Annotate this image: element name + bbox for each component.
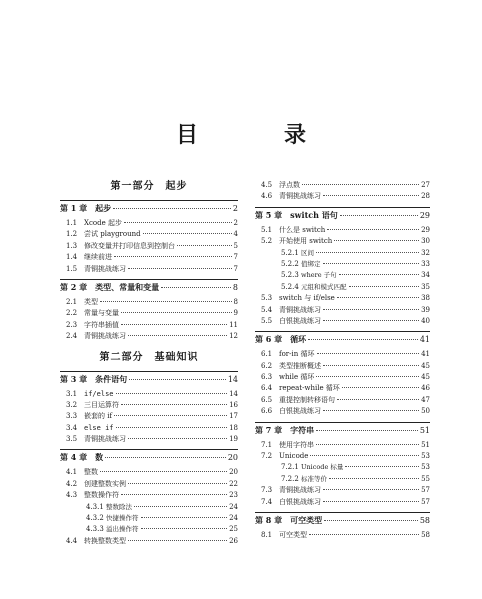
leader-dots (121, 494, 227, 495)
page-number: 12 (229, 332, 238, 341)
entry-title: 转换整数类型 (84, 536, 126, 545)
entry-number: 7.2 (261, 452, 273, 461)
leader-dots (141, 517, 228, 518)
toc-left-column (60, 178, 238, 547)
entry-title: 值绑定 (301, 259, 321, 268)
entry-title: 青铜挑战练习 (279, 192, 321, 201)
toc-entry (255, 383, 430, 394)
toc-entry (60, 320, 238, 331)
chapter-title: 数 (95, 452, 104, 463)
toc-entry (255, 293, 430, 304)
page-number: 7 (233, 253, 238, 262)
leader-dots (114, 256, 232, 257)
entry-title: repeat-while 循环 (279, 384, 340, 393)
leader-dots (349, 286, 420, 287)
entry-number: 1.4 (66, 253, 78, 262)
toc-entry (255, 372, 430, 383)
page-number: 51 (419, 425, 430, 435)
chapter-number: 第 1 章 (60, 203, 88, 213)
entry-number: 3.2 (66, 400, 78, 409)
page-number: 19 (229, 435, 238, 444)
entry-number: 4.5 (261, 181, 273, 189)
leader-dots (143, 233, 232, 234)
entry-title: 类型 (84, 297, 98, 306)
chapter-number: 第 4 章 (60, 452, 88, 463)
entry-title: 创建整数实例 (84, 479, 126, 488)
toc-entry (255, 451, 430, 462)
chapter-number: 第 8 章 (255, 514, 283, 525)
entry-title: Xcode 起步 (84, 219, 122, 227)
entry-title: 修改变量并打印信息到控制台 (84, 241, 175, 250)
leader-dots (339, 274, 419, 275)
toc-entry (60, 536, 238, 547)
entry-title: 白银挑战练习 (279, 316, 321, 325)
entry-number: 6.2 (261, 361, 273, 370)
entry-title: 标准等价 (301, 474, 327, 483)
leader-dots (128, 268, 232, 269)
page-number: 17 (229, 412, 238, 421)
page-number: 23 (229, 491, 238, 500)
entry-title: 继续前进 (84, 253, 112, 262)
page-number: 27 (421, 181, 430, 189)
leader-dots (323, 489, 419, 490)
leader-dots (308, 339, 418, 340)
page-number: 35 (421, 282, 430, 291)
toc-title: 目 录 (175, 122, 338, 148)
entry-number: 5.1 (261, 225, 273, 234)
entry-title: 开始使用 switch (279, 237, 333, 246)
toc-subentry (255, 474, 430, 485)
chapter-heading (255, 207, 430, 222)
page-number: 45 (421, 373, 430, 382)
leader-dots (116, 393, 228, 394)
leader-dots (124, 222, 232, 223)
leader-dots (134, 506, 227, 507)
leader-dots (310, 455, 419, 456)
entry-title: 三目运算符 (84, 400, 119, 409)
page-number: 50 (421, 407, 430, 416)
entry-title: 使用字符串 (279, 440, 314, 449)
toc-entry (255, 530, 430, 541)
leader-dots (323, 410, 419, 411)
entry-title: 重提控制转移语句 (279, 395, 335, 404)
chapter-heading (60, 371, 238, 386)
entry-title: 嵌套的 if (84, 412, 113, 421)
entry-number: 3.5 (66, 435, 78, 444)
entry-number: 6.6 (261, 407, 273, 416)
leader-dots (323, 365, 419, 366)
entry-title: 区间 (301, 248, 314, 257)
leader-dots (309, 534, 419, 535)
page-number: 46 (421, 384, 430, 393)
page-number: 11 (229, 320, 238, 329)
leader-dots (323, 195, 419, 196)
leader-dots (337, 297, 419, 298)
page-number: 32 (421, 248, 430, 257)
toc-entry (60, 229, 238, 240)
entry-title: 青铜挑战练习 (279, 305, 321, 314)
entry-number: 5.2 (261, 237, 273, 246)
toc-entry (255, 361, 430, 372)
entry-title: 可空类型 (279, 530, 307, 539)
chapter-title: 类型、常量和变量 (95, 281, 160, 292)
page-number: 41 (421, 350, 430, 359)
toc-entry (255, 180, 430, 191)
toc-entry (60, 389, 238, 400)
entry-title: 浮点数 (279, 181, 300, 189)
entry-number: 5.3 (261, 294, 273, 303)
entry-number: 6.1 (261, 350, 273, 359)
toc-entry (255, 406, 430, 417)
leader-dots (342, 387, 419, 388)
toc-entry (60, 490, 238, 501)
chapter-title: 起步 (95, 203, 112, 213)
chapter-heading (60, 200, 238, 215)
entry-number: 2.1 (66, 297, 78, 306)
entry-number: 4.1 (66, 468, 78, 477)
chapter-title: 循环 (290, 334, 307, 345)
page-number: 58 (419, 515, 430, 525)
toc-entry (60, 411, 238, 422)
entry-number: 4.3.2 (86, 514, 104, 523)
toc-right-column (255, 180, 430, 541)
entry-title: 尝试 playground (84, 230, 141, 239)
page-number: 53 (421, 452, 430, 461)
entry-title: for-in 循环 (279, 350, 315, 359)
entry-title: 什么是 switch (279, 225, 326, 234)
entry-number: 6.3 (261, 373, 273, 382)
leader-dots (317, 353, 420, 354)
leader-dots (340, 215, 418, 216)
leader-dots (129, 379, 226, 380)
toc-entry (255, 349, 430, 360)
chapter-number: 第 5 章 (255, 209, 283, 220)
toc-subentry (255, 282, 430, 293)
chapter-number: 第 7 章 (255, 424, 283, 435)
toc-entry (60, 218, 238, 229)
leader-dots (116, 427, 228, 428)
toc-entry (60, 252, 238, 263)
entry-number: 8.1 (261, 530, 273, 539)
entry-title: 青铜挑战练习 (84, 332, 126, 341)
page-number: 22 (229, 479, 238, 488)
entry-number: 2.2 (66, 309, 78, 318)
leader-dots (345, 466, 419, 467)
toc-entry (255, 305, 430, 316)
page-number: 26 (229, 536, 238, 545)
toc-entry (255, 440, 430, 451)
page-number: 47 (421, 395, 430, 404)
entry-number: 4.6 (261, 192, 273, 201)
leader-dots (128, 335, 227, 336)
page-number: 18 (229, 423, 238, 432)
chapter-number: 第 3 章 (60, 373, 88, 384)
chapter-number: 第 6 章 (255, 334, 283, 345)
leader-dots (323, 501, 419, 502)
page-number: 2 (233, 219, 238, 227)
leader-dots (334, 240, 419, 241)
page-number: 16 (229, 400, 238, 409)
toc-entry (255, 485, 430, 496)
entry-title: 青铜挑战练习 (84, 264, 126, 273)
entry-title: 元组和模式匹配 (301, 282, 347, 291)
entry-title: 白银挑战练习 (279, 407, 321, 416)
entry-title: 整数操作符 (84, 491, 119, 500)
part-heading: 第一部分 起步 (110, 181, 188, 192)
toc-subentry (255, 259, 430, 270)
chapter-title: 可空类型 (290, 514, 323, 525)
chapter-title: 条件语句 (95, 373, 128, 384)
page-number: 9 (233, 309, 238, 318)
entry-title: if/else (84, 389, 114, 398)
leader-dots (316, 430, 418, 431)
entry-title: while 循环 (279, 373, 315, 382)
entry-number: 2.3 (66, 320, 78, 329)
entry-number: 7.2.2 (281, 474, 299, 483)
page-number: 57 (421, 486, 430, 495)
entry-number: 4.4 (66, 536, 78, 545)
toc-entry (60, 423, 238, 434)
chapter-heading (255, 422, 430, 437)
entry-title: 白银挑战练习 (279, 497, 321, 506)
toc-entry (60, 297, 238, 308)
leader-dots (121, 312, 232, 313)
page-number: 33 (421, 259, 430, 268)
page-number: 14 (227, 374, 238, 384)
leader-dots (114, 415, 227, 416)
entry-title: 整数 (84, 468, 98, 477)
page-number: 5 (233, 241, 238, 250)
entry-title: else if (84, 423, 114, 432)
entry-number: 7.3 (261, 486, 273, 495)
toc-entry (60, 331, 238, 342)
leader-dots (316, 376, 419, 377)
leader-dots (302, 184, 419, 185)
entry-number: 5.2.3 (281, 271, 299, 280)
entry-title: 整数除法 (106, 502, 132, 511)
toc-entry (60, 264, 238, 275)
entry-number: 7.1 (261, 440, 273, 449)
leader-dots (316, 444, 419, 445)
entry-number: 4.3 (66, 491, 78, 500)
toc-entry (60, 479, 238, 490)
entry-title: 字符串插值 (84, 320, 119, 329)
entry-number: 3.3 (66, 412, 78, 421)
entry-title: 常量与变量 (84, 309, 119, 318)
leader-dots (161, 287, 231, 288)
page-number: 7 (233, 264, 238, 273)
leader-dots (323, 263, 420, 264)
page-number: 8 (232, 282, 238, 292)
page-number: 30 (421, 237, 430, 246)
entry-number: 1.1 (66, 219, 78, 227)
leader-dots (324, 520, 418, 521)
chapter-title: 字符串 (290, 424, 315, 435)
leader-dots (329, 478, 419, 479)
entry-number: 5.2.1 (281, 248, 299, 257)
chapter-heading (255, 512, 430, 527)
page-number: 53 (421, 463, 430, 472)
leader-dots (337, 399, 419, 400)
leader-dots (327, 229, 419, 230)
leader-dots (128, 540, 227, 541)
toc-entry (255, 191, 430, 202)
entry-number: 1.3 (66, 241, 78, 250)
toc-entry (60, 434, 238, 445)
leader-dots (113, 208, 231, 209)
toc-entry (255, 316, 430, 327)
chapter-heading (60, 449, 238, 464)
page-number: 55 (421, 474, 430, 483)
toc-entry (255, 395, 430, 406)
entry-title: 类型推断概述 (279, 361, 321, 370)
entry-title: 青铜挑战练习 (84, 435, 126, 444)
entry-number: 4.3.1 (86, 502, 104, 511)
entry-title: where 子句 (301, 271, 337, 280)
leader-dots (121, 404, 227, 405)
toc-entry (60, 467, 238, 478)
page-number: 20 (227, 453, 238, 463)
entry-number: 6.4 (261, 384, 273, 393)
page-number: 34 (421, 271, 430, 280)
toc-subentry (255, 462, 430, 473)
page-number: 14 (229, 389, 238, 398)
page-number: 2 (232, 204, 238, 213)
entry-number: 3.1 (66, 389, 78, 398)
page-number: 4 (233, 230, 238, 239)
toc-subentry (60, 524, 238, 535)
toc-entry (255, 225, 430, 236)
leader-dots (100, 301, 232, 302)
leader-dots (100, 471, 227, 472)
leader-dots (177, 245, 232, 246)
entry-number: 4.2 (66, 479, 78, 488)
leader-dots (128, 438, 227, 439)
entry-title: 青铜挑战练习 (279, 486, 321, 495)
entry-number: 3.4 (66, 423, 78, 432)
page-number: 41 (419, 335, 430, 345)
page-number: 51 (421, 440, 430, 449)
entry-title: 快捷操作符 (106, 514, 139, 523)
leader-dots (105, 457, 226, 458)
page-number: 25 (229, 525, 238, 534)
page-number: 38 (421, 294, 430, 303)
entry-number: 6.5 (261, 395, 273, 404)
page-number: 8 (233, 297, 238, 306)
entry-number: 5.4 (261, 305, 273, 314)
page-number: 40 (421, 316, 430, 325)
page-number: 20 (229, 468, 238, 477)
part-heading: 第二部分 基础知识 (99, 351, 199, 363)
leader-dots (121, 324, 227, 325)
page-number: 24 (229, 502, 238, 511)
page-number: 58 (421, 530, 430, 539)
entry-title: Unicode (279, 452, 309, 461)
entry-number: 1.5 (66, 264, 78, 273)
toc-entry (255, 236, 430, 247)
entry-number: 2.4 (66, 332, 78, 341)
leader-dots (128, 483, 227, 484)
chapter-title: switch 语句 (290, 209, 338, 220)
page-number: 29 (421, 225, 430, 234)
chapter-heading (255, 331, 430, 346)
toc-entry (255, 497, 430, 508)
entry-title: Unicode 标量 (301, 463, 344, 472)
chapter-number: 第 2 章 (60, 281, 88, 292)
page-number: 45 (421, 361, 430, 370)
entry-title: 溢出操作符 (106, 525, 139, 534)
toc-subentry (60, 513, 238, 524)
leader-dots (316, 252, 419, 253)
page-number: 24 (229, 514, 238, 523)
toc-entry (60, 308, 238, 319)
entry-number: 5.2.2 (281, 259, 299, 268)
page-number: 29 (419, 210, 430, 220)
chapter-heading (60, 279, 238, 294)
entry-title: switch 与 if/else (279, 294, 335, 303)
entry-number: 5.2.4 (281, 282, 299, 291)
toc-entry (60, 241, 238, 252)
entry-number: 4.3.3 (86, 525, 104, 534)
leader-dots (323, 309, 419, 310)
leader-dots (141, 528, 228, 529)
entry-number: 7.2.1 (281, 463, 299, 472)
leader-dots (323, 320, 419, 321)
entry-number: 7.4 (261, 497, 273, 506)
toc-entry (60, 400, 238, 411)
toc-subentry (60, 502, 238, 513)
entry-number: 1.2 (66, 230, 78, 239)
entry-number: 5.5 (261, 316, 273, 325)
page-number: 39 (421, 305, 430, 314)
toc-subentry (255, 270, 430, 281)
toc-subentry (255, 248, 430, 259)
page-number: 28 (421, 192, 430, 201)
page-number: 57 (421, 497, 430, 506)
